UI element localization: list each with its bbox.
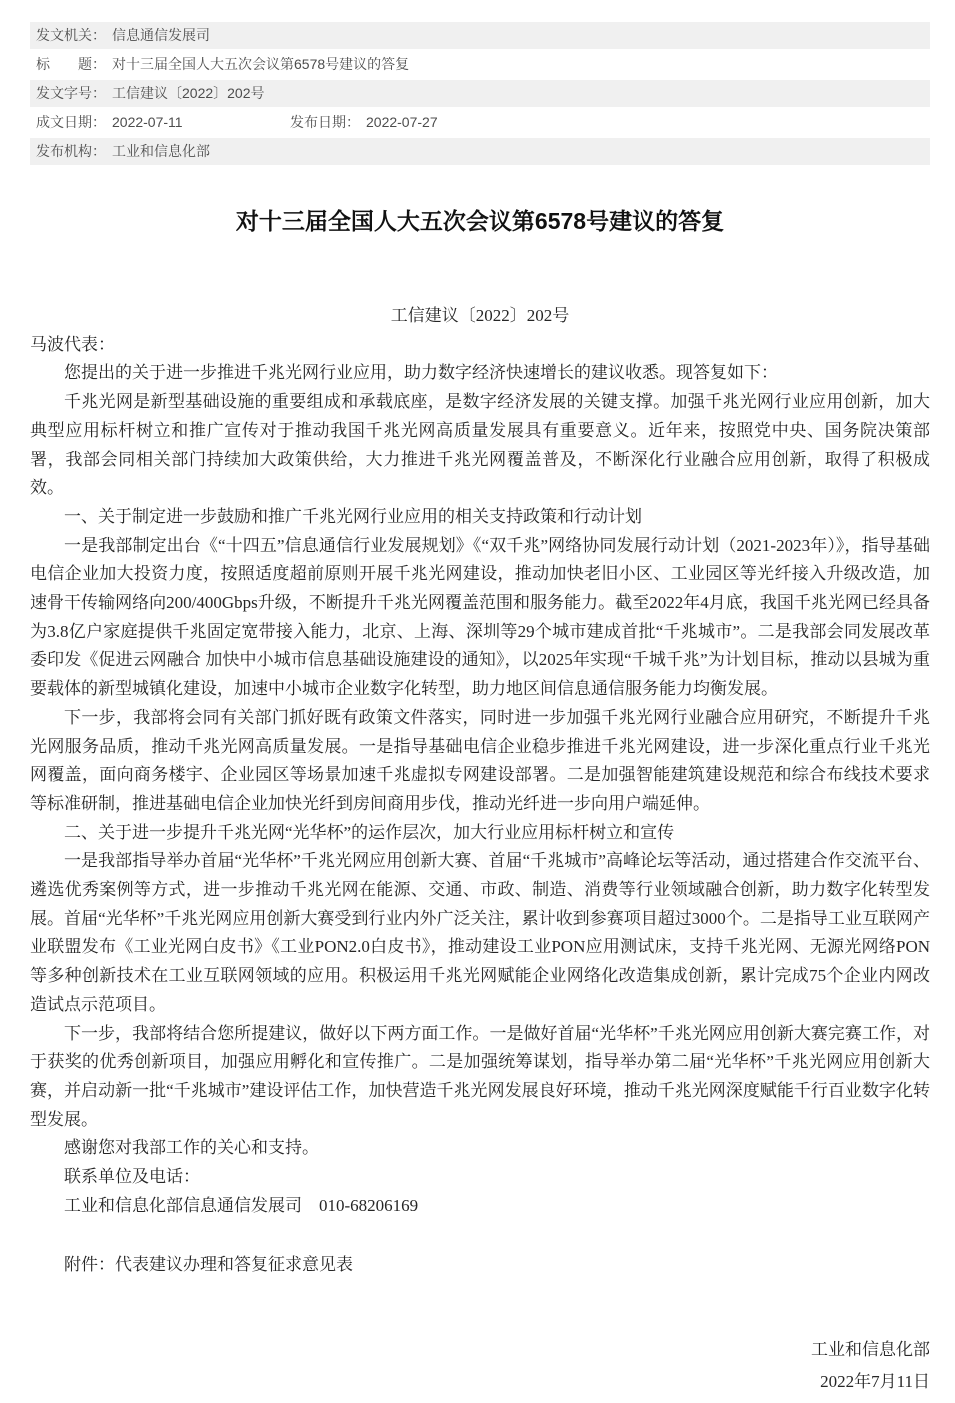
signature-date: 2022年7月11日 (820, 1372, 930, 1392)
meta-row-dates (30, 109, 930, 138)
meta-value-publish-date: 2022-07-27 (366, 114, 438, 130)
meta-row-issuing-department (30, 22, 930, 51)
document-meta-table (30, 22, 930, 167)
doc-number-line: 工信建议〔2022〕202号 (390, 306, 570, 325)
meta-row-publishing-agency (30, 138, 930, 167)
meta-label-written-date: 成文日期： (36, 114, 106, 130)
meta-value-issuing-department: 信息通信发展司 (112, 27, 210, 43)
meta-pair-publish-date (290, 109, 438, 136)
paragraph-section1-next-steps: 下一步，我部将会同有关部门抓好既有政策文件落实，同时进一步加强千兆光网行业融合应用研究，不断提升千兆光网服务品质，推动千兆光网高质量发展。一是指导基础电信企业稳步推进千兆光网建设，进一步深化重点行业千兆光网覆盖，面向商务楼宇、企业园区等场景加速千兆虚拟专网建设部署。二是加强智能建筑建设规范和综合布线技术要求等标准研制，推进基础电信企业加快光纤到房间商用步伐，推动光纤进一步向用户端延伸。 (30, 707, 930, 813)
paragraph-background: 千兆光网是新型基础设施的重要组成和承载底座，是数字经济发展的关键支撑。加强千兆光网行业应用创新，加大典型应用标杆树立和推广宣传对于推动我国千兆光网高质量发展具有重要意义。近年来，按照党中央、国务院决策部署，我部会同相关部门持续加大政策供给，大力推进千兆光网覆盖普及，不断深化行业融合应用创新，取得了积极成效。 (30, 392, 930, 498)
paragraph-section1-measures: 一是我部制定出台《“十四五”信息通信行业发展规划》《“双千兆”网络协同发展行动计划（2021-2023年）》，指导基础电信企业加大投资力度，按照适度超前原则开展千兆光网建设，推动加快老旧小区、工业园区等光纤接入升级改造，加速骨干传输网络向200/400Gbps升级，不断提升千兆光网覆盖范围和服务能力。截至2022年4月底，我国千兆光网已经具备为3.8亿户家庭提供千兆固定宽带接入能力，北京、上海、深圳等29个城市建成首批“千兆城市”。二是我部会同发展改革委印发《促进云网融合 加快中小城市信息基础设施建设的通知》，以2025年实现“千城千兆”为计划目标，推动以县城为重要载体的新型城镇化建设，加速中小城市企业数字化转型，助力地区间信息通信服务能力均衡发展。 (30, 535, 930, 699)
meta-label-document-number: 发文字号： (36, 85, 106, 101)
document-body (30, 302, 930, 1398)
contact-value: 工业和信息化部信息通信发展司 010-68206169 (64, 1195, 419, 1215)
section-heading-1: 一、关于制定进一步鼓励和推广千兆光网行业应用的相关支持政策和行动计划 (64, 506, 642, 526)
meta-value-document-number: 工信建议〔2022〕202号 (112, 85, 265, 101)
meta-row-title (30, 51, 930, 80)
signature-block (30, 1334, 930, 1398)
meta-value-publishing-agency: 工业和信息化部 (112, 143, 210, 159)
meta-value-title: 对十三届全国人大五次会议第6578号建议的答复 (112, 56, 410, 72)
signature-organization: 工业和信息化部 (811, 1340, 930, 1360)
paragraph-section2-measures: 一是我部指导举办首届“光华杯”千兆光网应用创新大赛、首届“千兆城市”高峰论坛等活动，通过搭建合作交流平台、遴选优秀案例等方式，进一步推动千兆光网在能源、交通、市政、制造、消费等行业领域融合创新，助力数字化转型发展。首届“光华杯”千兆光网应用创新大赛受到行业内外广泛关注，累计收到参赛项目超过3000个。二是指导工业互联网产业联盟发布《工业光网白皮书》《工业PON2.0白皮书》，推动建设工业PON应用测试床，支持千兆光网、无源光网络PON等多种创新技术在工业互联网领域的应用。积极运用千兆光网赋能企业网络化改造集成创新，累计完成75个企业内网改造试点示范项目。 (30, 851, 930, 1014)
meta-label-publishing-agency: 发布机构： (36, 143, 106, 159)
paragraph-section2-next-steps: 下一步，我部将结合您所提建议，做好以下两方面工作。一是做好首届“光华杯”千兆光网应用创新大赛完赛工作，对于获奖的优秀创新项目，加强应用孵化和宣传推广。二是加强统筹谋划，指导举办第二届“光华杯”千兆光网应用创新大赛，并启动新一批“千兆城市”建设评估工作，加快营造千兆光网发展良好环境，推动千兆光网深度赋能千行百业数字化转型发展。 (30, 1023, 930, 1129)
section-heading-2: 二、关于进一步提升千兆光网“光华杯”的运作层次，加大行业应用标杆树立和宣传 (64, 822, 675, 842)
salutation: 马波代表： (30, 334, 115, 354)
meta-row-document-number (30, 80, 930, 109)
meta-label-issuing-department: 发文机关： (36, 27, 106, 43)
meta-value-written-date: 2022-07-11 (112, 114, 183, 130)
paragraph-intro: 您提出的关于进一步推进千兆光网行业应用，助力数字经济快速增长的建议收悉。现答复如下： (64, 363, 778, 383)
attachment-line: 附件：代表建议办理和答复征求意见表 (64, 1254, 353, 1274)
contact-label: 联系单位及电话： (64, 1167, 200, 1187)
page-title: 对十三届全国人大五次会议第6578号建议的答复 (235, 208, 725, 234)
meta-label-publish-date: 发布日期： (290, 114, 360, 130)
meta-label-title: 标 题： (36, 56, 106, 72)
paragraph-thanks: 感谢您对我部工作的关心和支持。 (64, 1138, 319, 1158)
